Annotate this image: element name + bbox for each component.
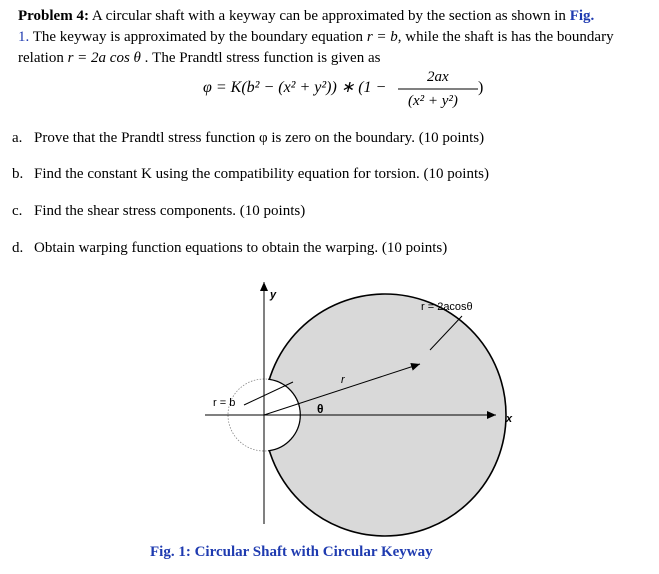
shaft-boundary-label: r = 2acosθ [421, 301, 473, 313]
theta-label: θ [317, 402, 324, 416]
fig-ref-b[interactable]: 1. [18, 29, 30, 45]
intro-text-2: The keyway is approximated by the boundary equation [32, 29, 364, 45]
item-text: Find the shear stress components. (10 points) [34, 203, 306, 219]
equation-close: ) [478, 79, 484, 96]
item-label: a. [12, 130, 23, 146]
item-text: Find the constant K using the compatibility equation for torsion. (10 points) [34, 166, 489, 182]
equation-numerator: 2ax [427, 69, 449, 85]
fig-ref-a[interactable]: Fig. [569, 8, 595, 24]
item-text: Obtain warping function equations to obtain the warping. (10 points) [34, 240, 448, 256]
item-label: d. [12, 240, 24, 256]
intro-text-1: A circular shaft with a keyway can be approximated by the section as shown in [91, 8, 566, 24]
intro-text-3: , while the shaft is has the boundary relation [18, 29, 614, 66]
y-axis-label: y [270, 289, 277, 301]
figure-caption: Fig. 1: Circular Shaft with Circular Keyway [150, 544, 433, 560]
equation-denominator: (x² + y²) [408, 93, 458, 109]
x-axis-label: x [506, 413, 513, 425]
item-label: c. [12, 203, 23, 219]
keyway-boundary-label: r = b [213, 397, 236, 409]
equation-lhs: φ = K(b² − (x² + y²)) ∗ (1 − [203, 79, 387, 96]
problem-heading: Problem 4: [18, 8, 89, 24]
item-text: Prove that the Prandtl stress function φ is zero on the boundary. (10 points) [34, 130, 485, 146]
radius-label: r [341, 374, 345, 386]
item-label: b. [12, 166, 24, 182]
intro-text-4: . The Prandtl stress function is given as [144, 50, 381, 66]
shaft-boundary-equation: r = 2a cos θ [67, 50, 141, 66]
keyway-boundary-equation: r = b [366, 29, 398, 45]
